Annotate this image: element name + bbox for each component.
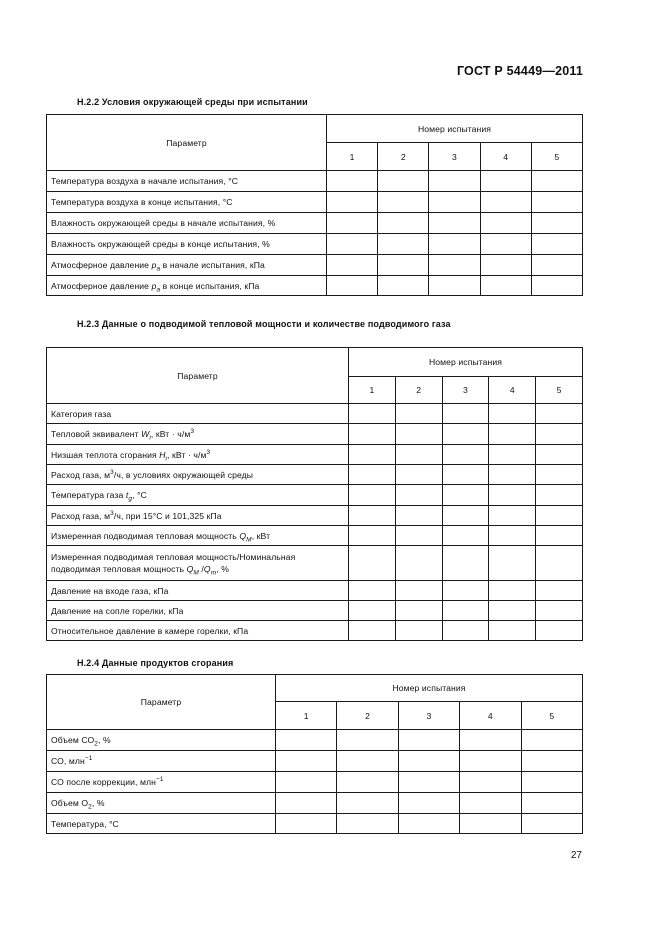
value-cell bbox=[429, 171, 480, 192]
value-cell bbox=[349, 581, 396, 601]
value-cell bbox=[536, 506, 583, 526]
value-cell bbox=[327, 276, 378, 296]
parameter-label: Низшая теплота сгорания $H_i$, кВт · $ч/м^3$ bbox=[47, 445, 349, 465]
value-cell bbox=[480, 234, 531, 255]
value-cell bbox=[442, 506, 489, 526]
value-cell bbox=[536, 526, 583, 546]
table-row bbox=[47, 601, 583, 621]
value-cell bbox=[480, 213, 531, 234]
table-row bbox=[47, 192, 583, 213]
value-cell bbox=[442, 621, 489, 641]
value-cell bbox=[395, 621, 442, 641]
value-cell bbox=[327, 192, 378, 213]
value-cell bbox=[536, 465, 583, 485]
table-row bbox=[47, 526, 583, 546]
table-row bbox=[47, 255, 583, 276]
value-cell bbox=[442, 404, 489, 424]
value-cell bbox=[460, 772, 521, 793]
value-cell bbox=[349, 465, 396, 485]
value-cell bbox=[460, 814, 521, 834]
value-cell bbox=[276, 730, 337, 751]
table-heat-input bbox=[46, 347, 583, 641]
value-cell bbox=[536, 445, 583, 465]
value-cell bbox=[536, 424, 583, 445]
value-cell bbox=[378, 234, 429, 255]
value-cell bbox=[395, 485, 442, 506]
value-cell bbox=[521, 730, 582, 751]
value-cell bbox=[429, 276, 480, 296]
table-ambient-conditions bbox=[46, 114, 583, 296]
value-cell bbox=[327, 234, 378, 255]
test-number-2: 2 bbox=[378, 143, 429, 171]
table-row bbox=[47, 814, 583, 834]
value-cell bbox=[489, 506, 536, 526]
value-cell bbox=[536, 581, 583, 601]
value-cell bbox=[536, 601, 583, 621]
value-cell bbox=[521, 793, 582, 814]
table-row bbox=[47, 772, 583, 793]
value-cell bbox=[395, 506, 442, 526]
parameter-label: Объем $СО_2$, % bbox=[47, 730, 276, 751]
test-number-4: 4 bbox=[460, 702, 521, 730]
value-cell bbox=[327, 255, 378, 276]
value-cell bbox=[442, 424, 489, 445]
document-id: ГОСТ Р 54449—2011 bbox=[456, 64, 583, 78]
value-cell bbox=[442, 601, 489, 621]
value-cell bbox=[536, 404, 583, 424]
parameter-label: СО, млн$^{-1}$ bbox=[47, 751, 276, 772]
value-cell bbox=[395, 465, 442, 485]
test-number-4: 4 bbox=[480, 143, 531, 171]
value-cell bbox=[378, 276, 429, 296]
value-cell bbox=[378, 192, 429, 213]
table-row bbox=[47, 730, 583, 751]
value-cell bbox=[489, 526, 536, 546]
parameter-label: Относительное давление в камере горелки, кПа bbox=[47, 621, 349, 641]
test-number-1: 1 bbox=[327, 143, 378, 171]
value-cell bbox=[521, 814, 582, 834]
table-row bbox=[47, 276, 583, 296]
parameter-label: Категория газа bbox=[47, 404, 349, 424]
value-cell bbox=[349, 445, 396, 465]
value-cell bbox=[536, 621, 583, 641]
value-cell bbox=[395, 601, 442, 621]
value-cell bbox=[429, 255, 480, 276]
parameter-label: Объем $О_2$, % bbox=[47, 793, 276, 814]
parameter-label: Температура воздуха в конце испытания, °С bbox=[47, 192, 327, 213]
table-row bbox=[47, 465, 583, 485]
table-row bbox=[47, 171, 583, 192]
param-column-header: Параметр bbox=[47, 675, 276, 730]
table-row bbox=[47, 424, 583, 445]
test-number-3: 3 bbox=[442, 377, 489, 404]
value-cell bbox=[429, 213, 480, 234]
value-cell bbox=[337, 772, 398, 793]
value-cell bbox=[349, 404, 396, 424]
value-cell bbox=[429, 192, 480, 213]
value-cell bbox=[276, 814, 337, 834]
parameter-label: Измеренная подводимая тепловая мощность $Q_M$, кВт bbox=[47, 526, 349, 546]
value-cell bbox=[536, 546, 583, 581]
value-cell bbox=[531, 192, 582, 213]
test-number-header: Номер испытания bbox=[276, 675, 583, 702]
value-cell bbox=[395, 546, 442, 581]
value-cell bbox=[337, 814, 398, 834]
value-cell bbox=[480, 171, 531, 192]
table-row bbox=[47, 793, 583, 814]
test-number-5: 5 bbox=[521, 702, 582, 730]
table-row bbox=[47, 506, 583, 526]
value-cell bbox=[460, 751, 521, 772]
parameter-label: Температура, °С bbox=[47, 814, 276, 834]
table-row bbox=[47, 546, 583, 581]
parameter-label: Измеренная подводимая тепловая мощность/Номинальная подводимая тепловая мощность $Q_M$ $/Q_m$, % bbox=[47, 546, 349, 581]
parameter-label: Атмосферное давление $p_a$ в начале испытания, кПа bbox=[47, 255, 327, 276]
value-cell bbox=[489, 546, 536, 581]
value-cell bbox=[395, 526, 442, 546]
value-cell bbox=[489, 465, 536, 485]
parameter-label: Температура газа $t_g$, °С bbox=[47, 485, 349, 506]
value-cell bbox=[398, 793, 459, 814]
parameter-label: Расход газа, $м^3/ч$, при 15°С и 101,325 кПа bbox=[47, 506, 349, 526]
table-combustion-products bbox=[46, 674, 583, 834]
page-number: 27 bbox=[570, 850, 582, 861]
value-cell bbox=[395, 424, 442, 445]
param-column-header: Параметр bbox=[47, 348, 349, 404]
test-number-2: 2 bbox=[337, 702, 398, 730]
value-cell bbox=[489, 581, 536, 601]
value-cell bbox=[349, 485, 396, 506]
value-cell bbox=[480, 276, 531, 296]
test-number-1: 1 bbox=[276, 702, 337, 730]
test-number-5: 5 bbox=[536, 377, 583, 404]
parameter-label: Атмосферное давление $p_a$ в конце испытания, кПа bbox=[47, 276, 327, 296]
value-cell bbox=[442, 445, 489, 465]
test-number-5: 5 bbox=[531, 143, 582, 171]
table-row bbox=[47, 485, 583, 506]
value-cell bbox=[337, 793, 398, 814]
value-cell bbox=[442, 465, 489, 485]
value-cell bbox=[536, 485, 583, 506]
value-cell bbox=[378, 171, 429, 192]
value-cell bbox=[442, 546, 489, 581]
value-cell bbox=[442, 581, 489, 601]
section-heading-h22: Н.2.2 Условия окружающей среды при испытании bbox=[77, 97, 308, 107]
value-cell bbox=[531, 171, 582, 192]
value-cell bbox=[480, 192, 531, 213]
table-row bbox=[47, 621, 583, 641]
value-cell bbox=[327, 171, 378, 192]
parameter-label: Давление на сопле горелки, кПа bbox=[47, 601, 349, 621]
value-cell bbox=[349, 621, 396, 641]
value-cell bbox=[460, 730, 521, 751]
value-cell bbox=[531, 213, 582, 234]
value-cell bbox=[349, 424, 396, 445]
value-cell bbox=[489, 621, 536, 641]
parameter-label: Тепловой эквивалент $W_i$, кВт · $ч/м^3$ bbox=[47, 424, 349, 445]
section-heading-h24: Н.2.4 Данные продуктов сгорания bbox=[77, 658, 234, 668]
test-number-header: Номер испытания bbox=[327, 115, 583, 143]
value-cell bbox=[349, 526, 396, 546]
value-cell bbox=[327, 213, 378, 234]
table-row bbox=[47, 581, 583, 601]
parameter-label: СО после коррекции, млн$^{-1}$ bbox=[47, 772, 276, 793]
value-cell bbox=[489, 424, 536, 445]
value-cell bbox=[395, 445, 442, 465]
value-cell bbox=[349, 546, 396, 581]
value-cell bbox=[395, 404, 442, 424]
value-cell bbox=[349, 506, 396, 526]
table-row bbox=[47, 445, 583, 465]
parameter-label: Влажность окружающей среды в начале испытания, % bbox=[47, 213, 327, 234]
value-cell bbox=[460, 793, 521, 814]
table-row bbox=[47, 404, 583, 424]
value-cell bbox=[442, 526, 489, 546]
value-cell bbox=[489, 445, 536, 465]
table-row bbox=[47, 213, 583, 234]
value-cell bbox=[521, 751, 582, 772]
test-number-4: 4 bbox=[489, 377, 536, 404]
value-cell bbox=[531, 276, 582, 296]
value-cell bbox=[489, 404, 536, 424]
parameter-label: Температура воздуха в начале испытания, °С bbox=[47, 171, 327, 192]
test-number-2: 2 bbox=[395, 377, 442, 404]
parameter-label: Давление на входе газа, кПа bbox=[47, 581, 349, 601]
value-cell bbox=[378, 213, 429, 234]
value-cell bbox=[489, 485, 536, 506]
value-cell bbox=[442, 485, 489, 506]
value-cell bbox=[349, 601, 396, 621]
value-cell bbox=[276, 772, 337, 793]
parameter-label: Расход газа, $м^3/ч$, в условиях окружающей среды bbox=[47, 465, 349, 485]
value-cell bbox=[337, 730, 398, 751]
value-cell bbox=[398, 730, 459, 751]
value-cell bbox=[398, 814, 459, 834]
value-cell bbox=[429, 234, 480, 255]
value-cell bbox=[276, 751, 337, 772]
parameter-label: Влажность окружающей среды в конце испытания, % bbox=[47, 234, 327, 255]
value-cell bbox=[531, 234, 582, 255]
test-number-1: 1 bbox=[349, 377, 396, 404]
value-cell bbox=[398, 772, 459, 793]
value-cell bbox=[398, 751, 459, 772]
value-cell bbox=[489, 601, 536, 621]
value-cell bbox=[521, 772, 582, 793]
test-number-3: 3 bbox=[429, 143, 480, 171]
value-cell bbox=[531, 255, 582, 276]
section-heading-h23: Н.2.3 Данные о подводимой тепловой мощности и количестве подводимого газа bbox=[77, 319, 451, 329]
table-row bbox=[47, 751, 583, 772]
table-row bbox=[47, 234, 583, 255]
value-cell bbox=[337, 751, 398, 772]
test-number-3: 3 bbox=[398, 702, 459, 730]
value-cell bbox=[395, 581, 442, 601]
value-cell bbox=[480, 255, 531, 276]
value-cell bbox=[378, 255, 429, 276]
value-cell bbox=[276, 793, 337, 814]
param-column-header: Параметр bbox=[47, 115, 327, 171]
test-number-header: Номер испытания bbox=[349, 348, 583, 377]
